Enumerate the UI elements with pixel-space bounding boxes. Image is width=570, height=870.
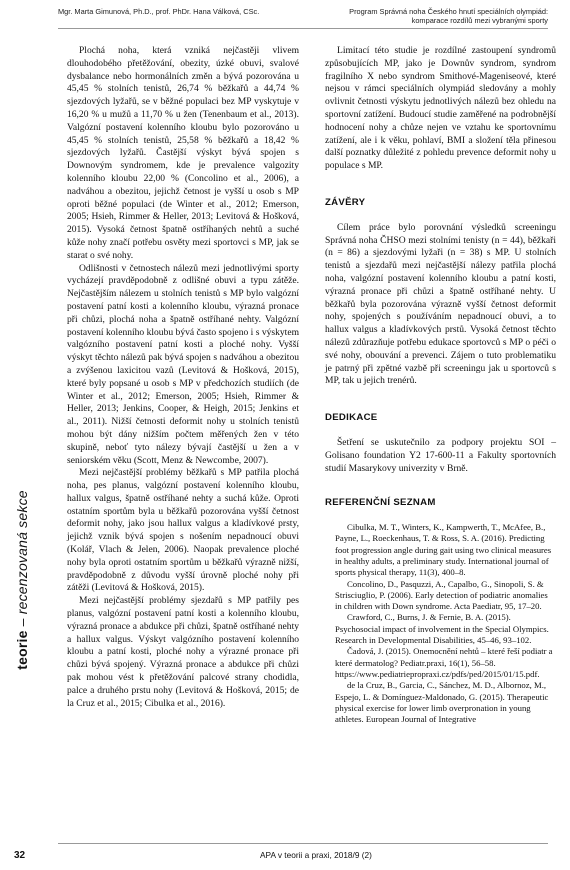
section-sidebar — [0, 0, 42, 870]
header-title-line2: komparace rozdílů mezi vybranými sporty — [411, 16, 548, 25]
paragraph: Odlišnosti v četnostech nálezů mezi jednotlivými sporty vycházejí pravděpodobně z odlišné obuvi a typu zátěže. Nejčastějším nálezem u stolních tenistů s MP bylo valgózní postavení patní kosti a kolenního kloubu, výrazná pronace při chůzi, plochá noha a špatně ostříhané nehty. Valgózní postavení kolenního kloubu bývá často spojeno i s výskytem valgózního postavení patní kosti a ploché nohy. Vyšší výskyt těchto nálezů pak bývá spojen s nadváhou a obezitou a zvýšenou laxicitou vazů (Levitová & Hošková, 2015), které byly popsané u osob s MP v předchozích studiích (de Winter et al., 2012; Emerson, 2005; Hsieh, Rimmer & Heller, 2013; Jenkins, Cooper, & Heigh, 2015; Jenkins et al., 2011). Nižší četnosti deformit nohy u stolních tenistů mohou být dány nižším počtem měřených žen v této skupině, neboť tyto nálezy bývají častější u žen a v seniorském věku (Scott, Menz & Newcombe, 2007). — [67, 262, 299, 466]
journal-footer: APA v teorii a praxi, 2018/9 (2) — [260, 850, 372, 860]
reference-item: Crawford, C., Burns, J. & Fernie, B. A. (2015). Psychosocial impact of involvement in the Special Olympics. Research in Developmental Disabilities, 45–46, 93–102. — [335, 612, 549, 646]
section-label — [14, 490, 30, 670]
paragraph: Cílem práce bylo porovnání výsledků screeningu Správná noha ČHSO mezi stolními tenisty (n = 44), běžkaři (n = 86) a sjezdovými lyžaři (n = 38) s MP. U stolních tenistů a sjezdařů mezi nejčastější nálezy patřila plochá noha, valgózní postavení kolenního kloubu a patní kosti, výrazná pronace při chůzi a špatně ostříhané nehty. U běžkařů byla pozorována výrazně vyšší četnost deformit nohy, spojených s používáním nepadnoucí obuvi, a to hallux valgus a kladívkových prstů. Vysoká četnost těchto nálezů zdůrazňuje potřebu edukace sportovců s MP o péči o své nohy, obouvání a prevenci. Zájem o tuto problematiku je patrný při zpětné vazbě při screeningu jak u sportovců s MP, tak u jejich trenérů. — [325, 221, 556, 387]
paragraph: Mezi nejčastější problémy sjezdařů s MP patřily pes planus, valgózní postavení patní kosti a kolenního kloubu, výrazná pronace a abdukce při chůzi, špatně ostříhané nehty a hallux valgus. Výskyt valgózního postavení kolenního kloubu a patní kosti, ploché nohy a výrazné pronace při chůzi bývá spojený. Výrazná pronace a abdukce při chůzi pak mohou vést k přetěžování palcové strany chodidla, palce a druhého prstu nohy (Levitová & Hošková, 2015; de la Cruz et al., 2015; Cibulka et al., 2016). — [67, 595, 299, 709]
heading-dedication: DEDIKACE — [325, 412, 378, 424]
footer-rule — [58, 843, 548, 844]
header-title-line1: Program Správná noha Českého hnutí speciálních olympiád: — [349, 7, 548, 16]
section-label-rest: – recenzovaná sekce — [14, 490, 30, 631]
paragraph: Šetření se uskutečnilo za podpory projektu SOI – Golisano foundation Y2 17-600-11 a Fakulty sportovních studií Masarykovy univerzity v Brně. — [325, 436, 556, 474]
paragraph: Plochá noha, která vzniká nejčastěji vlivem dlouhodobého přetěžování, obezity, úzké obuvi, svalové dysbalance nebo hormonálních změn a bývá pozorována u 45,45 % stolních tenistů, 26,74 % běžkařů a 44,74 % sjezdových lyžařů, se v běžné populaci bez MP vyskytuje v 16,20 % u mužů a 11,70 % u žen (Tenenbaum et al., 2013). Valgózní postavení kolenního kloubu bylo pozorováno u 45,45 % stolních tenistů, 25,58 % běžkařů a 18,42 % sjezdových lyžařů. Častější výskyt bývá spojen s Downovým syndromem, kde je prevalence valgozity kolenního kloubu 22,00 % (Concolino et al., 2006), a nadváhou a obezitou, jejichž četnost je vyšší u osob s MP oproti běžné populaci (de Winter et al., 2012; Emerson, 2005; Hsieh, Rimmer & Heller, 2013; Levitová & Hošková, 2015). Vysoká četnost špatně ostříhaných nehtů a suché kůže nohy značí potřebu osvěty mezi sportovci s MP, jak se starat o své nohy. — [67, 45, 299, 261]
reference-item: Concolino, D., Pasquzzi, A., Capalbo, G., Sinopoli, S. & Strisciuglio, P. (2006). Early detection of podiatric anomalies in children with Down syndrome. Acta Paediatr, 95, 17–20. — [335, 578, 548, 612]
page-number: 32 — [14, 850, 26, 861]
left-column — [67, 45, 299, 710]
reference-item: Cibulka, M. T., Winters, K., Kampwerth, T., McAfee, B., Payne, L., Roeckenhaus, T. & Ross, S. A. (2016). Predicting foot progression angle during gait using two clinical measures in healthy adults, a preliminary study. International journal of sports physical therapy, 11(3), 400–8. — [335, 522, 552, 578]
header-authors: Mgr. Marta Gimunová, Ph.D., prof. PhDr. Hana Válková, CSc. — [58, 7, 260, 16]
heading-conclusion: ZÁVĚRY — [325, 196, 366, 208]
right-column — [325, 45, 556, 725]
section-label-bold: teorie — [14, 630, 30, 670]
paragraph: Mezi nejčastější problémy běžkařů s MP patřila plochá noha, pes planus, valgózní postavení kolenního kloubu, hallux valgus, špatně ostříhané nehty a suchá kůže. Oproti ostatním sportům byla u běžkařů pozorována vyšší četnost deformit nohy, jako jsou hallux valgus a kladívkové prsty, jejichž vznik bývá spojen s nošením nepadnoucí obuvi (Kolář, Vlach & Jelen, 2006). Naopak prevalence ploché nohy byla oproti ostatním sportům u běžkařů výrazně nižší, pravděpodobně z důvodu vyšší úrovně ploché nohy při zátěži (Levitová & Hošková, 2015). — [67, 467, 299, 594]
header-title — [308, 7, 548, 25]
paragraph: Limitací této studie je rozdílné zastoupení syndromů způsobujících MP, jako je Downův syndrom, syndrom fragilního X nebo syndrom Smithové-Mageniseové, které nejsou v rámci speciálních olympiád sledovány a mohly ovlivnit četnosti výskytu jednotlivých nálezů bez ohledu na sportovní zatížení. Budoucí studie zaměřené na podrobnější hodnocení nohy a chůze nejen ve vztahu ke sportovnímu zatížení, ale i k věku, pohlaví, BMI a složení těla přinesou další poznatky důležité z pohledu prevence deformit nohy u populace s MP. — [325, 45, 556, 172]
header-rule — [58, 28, 548, 29]
heading-references: REFERENČNÍ SEZNAM — [325, 497, 436, 509]
reference-item: de la Cruz, B., Garcia, C., Sánchez, M. D., Albornoz, M., Espejo, L. & Domínguez-Maldonado, G. (2015). Therapeutic physical exercise for lower limb overpronation in young athletes. European Journal of Integrative — [335, 680, 549, 725]
reference-item: Čadová, J. (2015). Onemocnění nehtů – které řeší podiatr a které dermatolog? Pediatr.praxi, 16(1), 56–58. https://www.pediatriepropraxi.cz/pdfs/ped/2015/01/15.pdf. — [335, 646, 553, 679]
